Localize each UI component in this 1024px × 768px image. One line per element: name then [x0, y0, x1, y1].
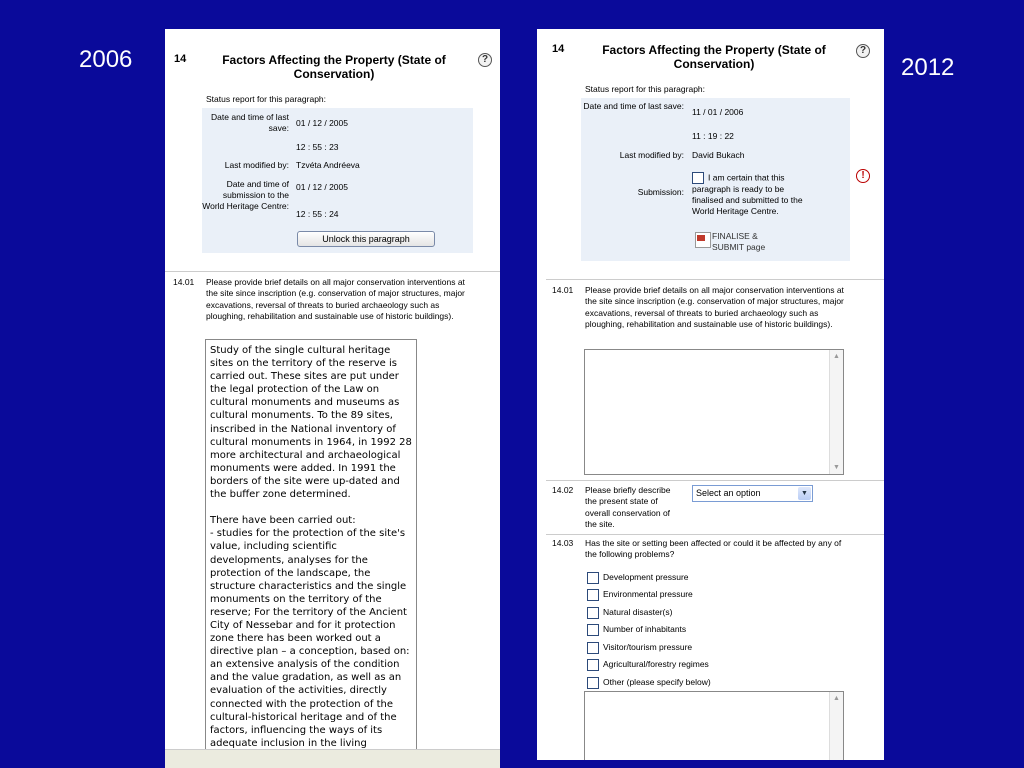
divider: [165, 271, 500, 272]
divider: [546, 480, 884, 481]
checkbox[interactable]: [587, 659, 599, 671]
status-box: [581, 98, 850, 261]
scroll-up-arrow-icon[interactable]: ▲: [833, 695, 840, 702]
submission-checkbox[interactable]: [692, 172, 704, 184]
divider: [546, 279, 884, 280]
question-number-14-03: 14.03: [552, 538, 574, 548]
checkbox[interactable]: [587, 624, 599, 636]
submission-date: 01 / 12 / 2005: [296, 182, 348, 192]
status-box: [202, 108, 473, 253]
submission-label: Date and time of submission to the World Heritage Centre:: [202, 179, 289, 211]
question-text-14-03: Has the site or setting been affected or could it be affected by any of the following problems?: [585, 538, 842, 560]
question-text-14-02: Please briefly describe the present state of overall conservation of the site.: [585, 485, 671, 529]
scroll-up-arrow-icon[interactable]: ▲: [833, 353, 840, 360]
checkbox-label: Development pressure: [603, 572, 689, 582]
chevron-down-icon: ▼: [798, 487, 811, 500]
conservation-state-select[interactable]: [692, 485, 813, 502]
checkbox-label: Environmental pressure: [603, 589, 693, 599]
unlock-paragraph-button[interactable]: Unlock this paragraph: [297, 231, 435, 247]
form-panel-2006: [165, 29, 500, 768]
last-save-date: 01 / 12 / 2005: [296, 118, 348, 128]
problem-checkbox-row[interactable]: [587, 571, 689, 584]
question-text-14-01: Please provide brief details on all major conservation interventions at the site since inscription (e.g. conservation of major structures, major excavations, reversal of threats to buried archaeology such as ploughing, rehabilitation and sustainable use of historic buildings).: [206, 277, 465, 321]
problem-checkbox-row[interactable]: [587, 606, 672, 619]
problem-checkbox-row[interactable]: [587, 588, 693, 601]
pdf-icon: [695, 232, 711, 248]
other-problems-textarea[interactable]: [584, 691, 844, 760]
last-save-date: 11 / 01 / 2006: [692, 107, 744, 117]
last-modified-value: Tzvéta Andréeva: [296, 160, 360, 170]
help-icon[interactable]: ?: [478, 53, 492, 67]
warning-icon: !: [856, 169, 870, 183]
answer-text-14-01: Study of the single cultural heritage sites on the territory of the reserve is carried out. These sites are put under the legal protection of the Law on cultural monuments and museums as cultural monuments. To the 89 sites, inscribed in the National inventory of cultural monuments in 1964, in 1992 28 more architectural and archaeological monuments were added. In 1991 the borders of the site were up-dated and the buffer zone determined. There have been carried out: - studies for the protection of the site's value, including scientific developments, analyses for the protection of the landscape, the structure characteristics and the single monuments on the territory of the reserve; For the territory of the Ancient City of Nessebar and for it protection zone there has been worked out a directive plan – a conception, based on: an extensive analysis of the condition and the value gradation, as well as an evaluation of the activities, directly connected with the protection of the cultural-historical heritage and of the factors, influencing the ways of its adequate inclusion in the living: [210, 345, 412, 749]
checkbox-label: Visitor/tourism pressure: [603, 642, 693, 652]
last-save-time: 12 : 55 : 23: [296, 142, 339, 152]
problem-checkbox-row[interactable]: [587, 658, 709, 671]
last-save-time: 11 : 19 : 22: [692, 131, 734, 141]
textarea-scrollbar[interactable]: [829, 350, 843, 474]
section-number: 14: [552, 43, 565, 55]
question-text-14-01: Please provide brief details on all major conservation interventions at the site since inscription (e.g. conservation of major structures, major excavations, reversal of threats to buried archaeology such as ploughing, rehabilitation and sustainable use of historic buildings).: [585, 285, 844, 329]
select-value: Select an option: [696, 488, 761, 498]
checkbox[interactable]: [587, 642, 599, 654]
section-title: Factors Affecting the Property (State of Conservation): [222, 53, 446, 81]
submission-checkbox-row: [692, 172, 812, 217]
checkbox-label: Other (please specify below): [603, 677, 711, 687]
checkbox[interactable]: [587, 607, 599, 619]
problem-checkbox-row[interactable]: [587, 641, 692, 654]
answer-textarea-14-01[interactable]: [584, 349, 844, 475]
submission-label: Submission:: [637, 187, 684, 197]
question-number-14-02: 14.02: [552, 485, 574, 495]
checkbox-label: Number of inhabitants: [603, 624, 687, 634]
checkbox-label: Agricultural/forestry regimes: [603, 659, 709, 669]
status-report-label: Status report for this paragraph:: [585, 84, 706, 94]
year-label-2006: 2006: [79, 46, 133, 73]
divider: [546, 534, 884, 535]
last-modified-label: Last modified by:: [619, 150, 684, 160]
last-save-label: Date and time of last save:: [211, 112, 289, 133]
checkbox-label: Natural disaster(s): [603, 607, 673, 617]
section-title: Factors Affecting the Property (State of Conservation): [602, 43, 826, 71]
form-panel-2012: [537, 29, 884, 760]
checkbox[interactable]: [587, 572, 599, 584]
last-save-label: Date and time of last save:: [583, 101, 684, 111]
problem-checkbox-row[interactable]: [587, 676, 711, 689]
checkbox[interactable]: [587, 677, 599, 689]
year-label-2012: 2012: [901, 54, 955, 81]
question-number-14-01: 14.01: [173, 277, 195, 287]
problem-checkbox-row[interactable]: [587, 623, 686, 636]
checkbox[interactable]: [587, 589, 599, 601]
submission-time: 12 : 55 : 24: [296, 209, 339, 219]
last-modified-label: Last modified by:: [224, 160, 289, 170]
answer-textarea-14-01[interactable]: [205, 339, 417, 761]
section-number: 14: [174, 53, 187, 65]
status-report-label: Status report for this paragraph:: [206, 94, 327, 104]
scroll-down-arrow-icon[interactable]: ▼: [833, 464, 840, 471]
question-number-14-01: 14.01: [552, 285, 574, 295]
submission-check-text: I am certain that this paragraph is ready to be finalised and submitted to the World Heritage Centre.: [692, 172, 803, 216]
finalise-submit-link[interactable]: FINALISE & SUBMIT page: [712, 231, 766, 252]
help-icon[interactable]: ?: [856, 44, 870, 58]
status-bar: [165, 749, 500, 768]
last-modified-value: David Bukach: [692, 150, 745, 160]
textarea-scrollbar[interactable]: [829, 692, 843, 760]
